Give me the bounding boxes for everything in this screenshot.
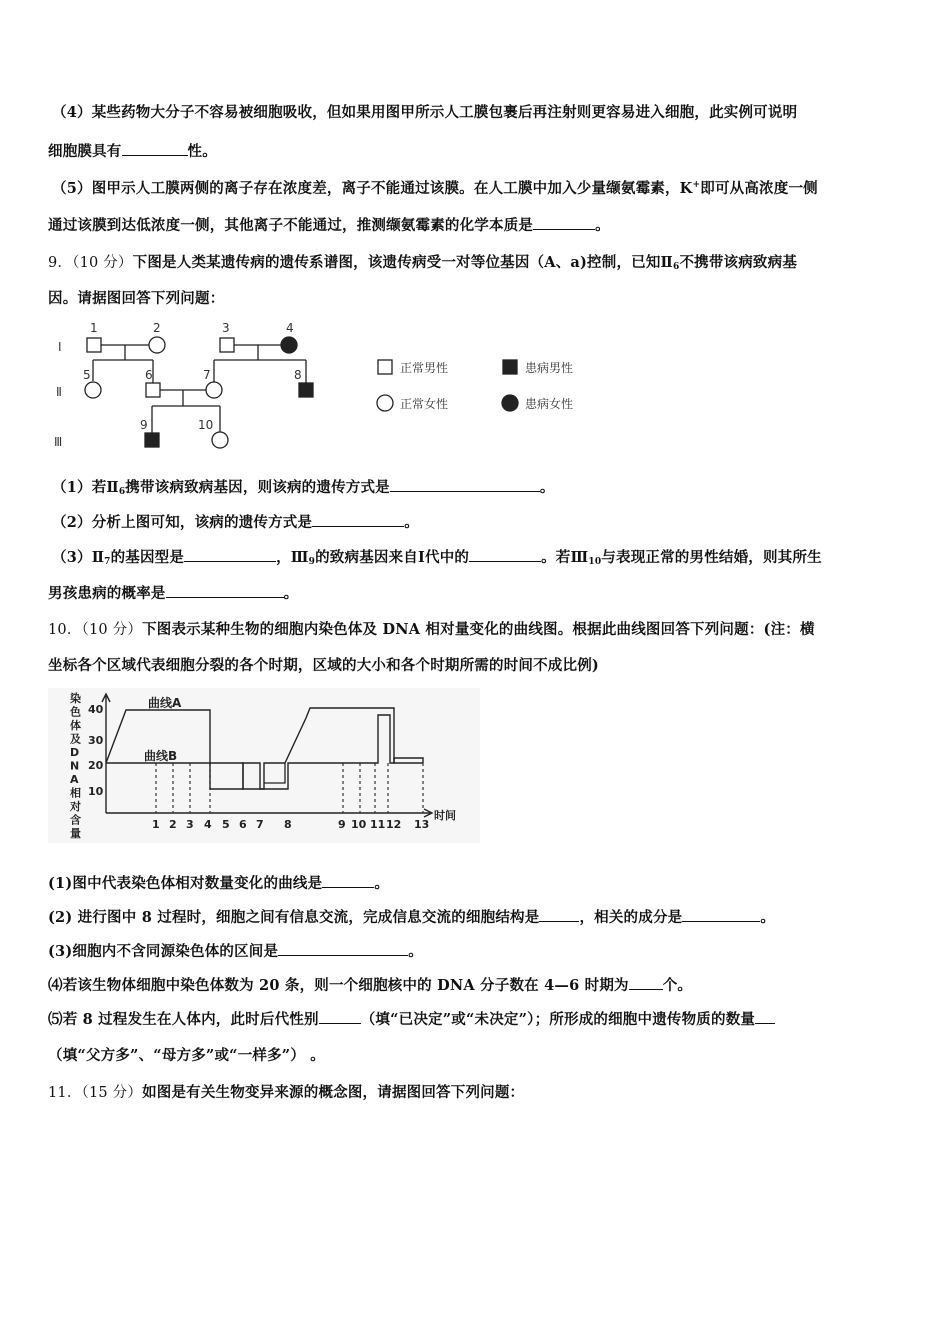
id-label: 9 [140,418,148,432]
legend-normal-female: 正常女性 [400,397,449,411]
answer-blank [319,1009,361,1024]
x-tick: 9 [338,818,346,831]
q10-sub5-line1: ⑸若 8 过程发生在人体内，此时后代性别 （填“已决定”或“未决定”）；所形成的细胞中遗传物质的数量 [48,1008,775,1029]
answer-blank [469,547,541,562]
q9-sub3-line1: $(3)Ⅱ_7$的基因型是 ，$Ⅲ_9$的致病基因来自Ⅰ代中的 。若$Ⅲ_{10}$与表现正常的男性结婚，则其所生 [52,549,822,567]
x-tick: 8 [284,818,292,831]
curve-a-label: 曲线A [148,696,182,710]
id-label: 10 [198,418,214,432]
generation-label-3: Ⅲ [54,435,63,449]
legend-normal-male: 正常男性 [400,361,449,375]
q10-stem-line2: 坐标各个区域代表细胞分裂的各个时期，区域的大小和各个时期所需的时间不成比例) [48,657,599,674]
individual-7 [206,382,222,398]
answer-blank [122,141,188,156]
answer-blank [629,975,663,990]
x-tick: 5 [222,818,230,831]
answer-blank [166,583,284,598]
q8-5-line2: 通过该膜到达低浓度一侧，其他离子不能通过，推测缬氨霉素的化学本质是 。 [48,217,610,234]
legend-affected-male: 患病男性 [525,361,574,375]
id-label: 1 [90,321,98,335]
individual-8 [299,383,313,397]
answer-blank [184,547,276,562]
q9-sub3-line2: 男孩患病的概率是 。 [48,585,299,602]
pedigree-chart [48,316,608,456]
x-tick: 3 [186,818,194,831]
individual-1 [87,338,101,352]
y-tick: 30 [88,734,104,747]
x-axis-label: 时间 [434,809,456,822]
individual-4 [281,337,297,353]
x-tick: 7 [256,818,264,831]
answer-blank [390,477,540,492]
x-tick: 1 [152,818,160,831]
id-label: 3 [222,321,230,335]
curve-b-label: 曲线B [144,749,178,763]
q10-sub2: (2) 进行图中 8 过程时，细胞之间有信息交流，完成信息交流的细胞结构是 ，相关的成分是 。 [48,909,776,926]
individual-9 [145,433,159,447]
q8-5-line1: （5）图甲示人工膜两侧的离子存在浓度差，离子不能通过该膜。在人工膜中加入少量缬氨霉素，K+即可从高浓度一侧 [52,180,818,197]
legend-normal-female-icon [377,395,393,411]
legend-affected-male-icon [503,360,517,374]
x-tick: 2 [169,818,177,831]
generation-label-1: Ⅰ [58,340,62,354]
answer-blank [533,215,595,230]
q10-sub5-line2: （填“父方多”、“母方多”或“一样多”） 。 [48,1047,325,1064]
y-axis-label-text: 染色体及 D N A 相对含量 [70,692,81,840]
y-axis-label [69,691,81,840]
id-label: 5 [83,368,91,382]
q10-sub3: (3)细胞内不含同源染色体的区间是 。 [48,943,423,960]
individual-5 [85,382,101,398]
y-tick: 40 [88,703,104,716]
id-label: 7 [203,368,211,382]
y-tick: 20 [88,759,104,772]
answer-blank [322,873,374,888]
id-label: 4 [286,321,294,335]
legend-normal-male-icon [378,360,392,374]
legend-affected-female-icon [502,395,518,411]
x-tick: 4 [204,818,212,831]
q9-sub2: （2）分析上图可知，该病的遗传方式是 。 [52,514,419,531]
answer-blank [312,512,404,527]
id-label: 6 [145,368,153,382]
q11-stem: 11．（15 分）如图是有关生物变异来源的概念图，请据图回答下列问题： [48,1084,525,1101]
q8-4-line1: （4）某些药物大分子不容易被细胞吸收，但如果用图甲所示人工膜包裹后再注射则更容易进入细胞，此实例可说明 [52,104,798,121]
q9-stem-line2: 因。请据图回答下列问题： [48,290,225,307]
q9-stem-line1: 9．（10 分）下图是人类某遗传病的遗传系谱图，该遗传病受一对等位基因（A、a)控制，已知$Ⅱ_6$不携带该病致病基 [48,254,798,272]
x-tick: 11 [370,818,386,831]
individual-6 [146,383,160,397]
x-tick: 13 [414,818,430,831]
answer-blank [682,907,760,922]
q8-4-line2: 细胞膜具有 性。 [48,143,217,160]
answer-blank [755,1009,775,1024]
y-tick: 10 [88,785,104,798]
q10-sub4: ⑷若该生物体细胞中染色体数为 20 条，则一个细胞核中的 DNA 分子数在 4—6 时期为 个。 [48,977,693,994]
answer-blank [278,941,408,956]
id-label: 2 [153,321,161,335]
id-label: 8 [294,368,302,382]
legend-affected-female: 患病女性 [525,397,574,411]
x-tick: 6 [239,818,247,831]
individual-10 [212,432,228,448]
q10-sub1: (1)图中代表染色体相对数量变化的曲线是 。 [48,875,390,892]
answer-blank [539,907,579,922]
q9-sub1: （1）若$Ⅱ_6$携带该病致病基因，则该病的遗传方式是 。 [52,479,555,497]
chromosome-dna-chart [48,688,480,843]
generation-label-2: Ⅱ [56,385,62,399]
x-tick: 10 [351,818,367,831]
individual-2 [149,337,165,353]
individual-3 [220,338,234,352]
q10-stem-line1: 10．（10 分）下图表示某种生物的细胞内染色体及 DNA 相对量变化的曲线图。根据此曲线图回答下列问题：(注：横 [48,621,815,638]
x-tick: 12 [386,818,402,831]
